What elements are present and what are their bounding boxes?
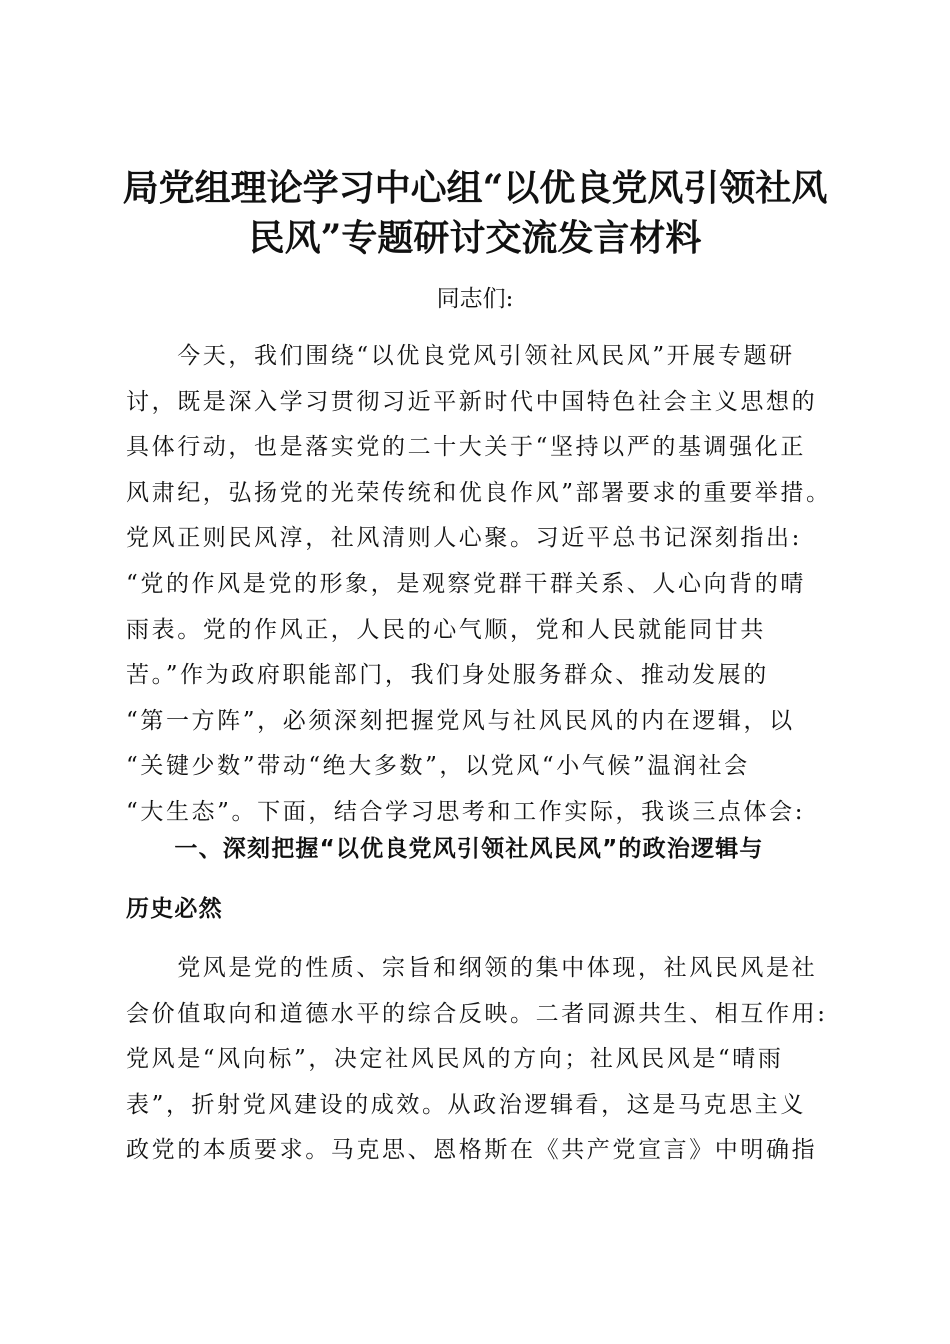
title-line: 民风”专题研讨交流发言材料 (248, 217, 702, 259)
document-title (100, 163, 850, 263)
text-line: 风肃纪，弘扬党的光荣传统和优良作风”部署要求的重要举措。 (126, 479, 832, 506)
text-line: “党的作风是党的形象，是观察党群干群关系、人心向背的晴 (126, 570, 806, 597)
text-line: 今天，我们围绕“以优良党风引领社风民风”开展专题研 (126, 343, 795, 369)
text-line: 党风正则民风淳，社风清则人心聚。习近平总书记深刻指出: (126, 525, 802, 552)
section-heading-1 (126, 819, 836, 939)
text-line: “关键少数”带动“绝大多数”，以党风“小气候”温润社会 (126, 753, 750, 780)
text-line: 表”，折射党风建设的成效。从政治逻辑看，这是马克思主义 (126, 1091, 806, 1118)
text-line: 党风是“风向标”，决定社风民风的方向；社风民风是“晴雨 (126, 1046, 784, 1073)
paragraph-section-1 (126, 946, 836, 1174)
heading-line: 历史必然 (126, 896, 223, 922)
text-line: “大生态”。下面，结合学习思考和工作实际，我谈三点体会: (126, 798, 806, 825)
title-line: 局党组理论学习中心组“以优良党风引领社风 (122, 167, 828, 209)
paragraph-intro (126, 334, 836, 836)
text-line: “第一方阵”，必须深刻把握党风与社风民风的内在逻辑，以 (126, 707, 795, 734)
text-line: 会价值取向和道德水平的综合反映。二者同源共生、相互作用: (126, 1000, 828, 1027)
text-line: 党风是党的性质、宗旨和纲领的集中体现，社风民风是社 (126, 955, 818, 981)
text-line: 讨，既是深入学习贯彻习近平新时代中国特色社会主义思想的 (126, 388, 818, 415)
salutation: 同志们: (436, 286, 514, 312)
text-line: 雨表。党的作风正，人民的心气顺，党和人民就能同甘共 (126, 616, 766, 643)
text-line: 具体行动，也是落实党的二十大关于“坚持以严的基调强化正 (126, 434, 806, 461)
text-line: 苦。”作为政府职能部门，我们身处服务群众、推动发展的 (126, 662, 769, 689)
text-line: 政党的本质要求。马克思、恩格斯在《共产党宣言》中明确指 (126, 1137, 818, 1164)
heading-line: 一、深刻把握“以优良党风引领社风民风”的政治逻辑与 (126, 836, 764, 862)
